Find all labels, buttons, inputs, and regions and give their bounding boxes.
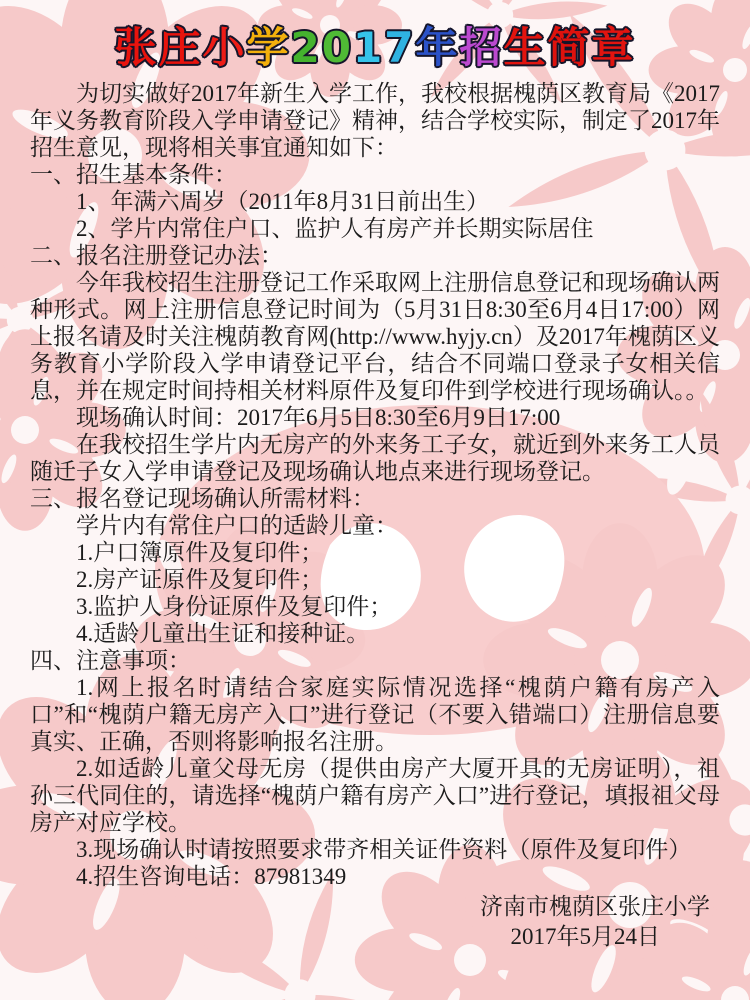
body-paragraph: 3.监护人身份证原件及复印件；	[76, 594, 393, 620]
body-paragraph: 为切实做好2017年新生入学工作，我校根据槐荫区教育局《2017年义务教育阶段入学申请登记》精神，结合学校实际，制定了2017年招生意见，现将相关事宜通知如下：	[30, 81, 720, 161]
body-paragraph: 1.网上报名时请结合家庭实际情况选择“槐荫户籍有房产入口”和“槐荫户籍无房产入口”进行登记（不要入错端口）注册信息要真实、正确，否则将影响报名注册。	[30, 675, 720, 755]
announcement-content	[0, 24, 750, 952]
title-char: 学	[246, 23, 291, 72]
title-char: 年	[415, 23, 460, 72]
body-paragraph: 在我校招生学片内无房产的外来务工子女，就近到外来务工人员随迁子女入学申请登记及现场确认地点来进行现场登记。	[30, 432, 720, 485]
body-paragraph: 2.如适龄儿童父母无房（提供由房产大厦开具的无房证明），祖孙三代同住的，请选择“槐荫户籍有房产入口”进行登记，填报祖父母房产对应学校。	[30, 756, 720, 836]
title-char: 庄	[158, 23, 203, 72]
title-char: 小	[202, 23, 247, 72]
body-paragraph: 1.户口簿原件及复印件；	[76, 540, 324, 566]
signature-block	[0, 890, 750, 952]
title-char: 简	[547, 23, 592, 72]
body-paragraph: 二、报名注册登记办法：	[30, 243, 283, 269]
body-paragraph: 现场确认时间：2017年6月5日8:30至6月9日17:00	[76, 405, 561, 431]
body-paragraph: 4.适龄儿童出生证和接种证。	[76, 621, 370, 647]
body-paragraph: 4.招生咨询电话：87981349	[76, 864, 347, 890]
title-char: 2	[290, 23, 322, 72]
title-char: 7	[384, 23, 416, 72]
announcement-body	[0, 80, 750, 890]
title-char: 1	[352, 23, 385, 72]
signature-date: 2017年5月24日	[510, 924, 660, 950]
body-paragraph: 三、报名登记现场确认所需材料：	[30, 486, 375, 512]
body-paragraph: 2.房产证原件及复印件；	[76, 567, 324, 593]
title-char: 0	[321, 23, 353, 72]
title-char: 章	[591, 23, 636, 72]
title-char: 张	[114, 23, 159, 72]
body-paragraph: 3.现场确认时请按照要求带齐相关证件资料（原件及复印件）	[76, 837, 692, 863]
title-char: 生	[503, 23, 548, 72]
body-paragraph: 1、年满六周岁（2011年8月31日前出生）	[76, 189, 490, 215]
body-paragraph: 学片内有常住户口的适龄儿童：	[76, 513, 398, 539]
signature-school: 济南市槐荫区张庄小学	[480, 894, 710, 920]
page-title	[10, 24, 740, 72]
body-paragraph: 今年我校招生注册登记工作采取网上注册信息登记和现场确认两种形式。网上注册信息登记时间为（5月31日8:30至6月4日17:00）网上报名请及时关注槐荫教育网(http://www.hyjy.cn）及2017年槐荫区义务教育小学阶段入学申请登记平台，结合不同端口登录子女相关信息，并在规定时间持相关材料原件及复印件到学校进行现场确认。。	[30, 270, 720, 404]
body-paragraph: 一、招生基本条件：	[30, 162, 237, 188]
body-paragraph: 四、注意事项：	[30, 648, 191, 674]
body-paragraph: 2、学片内常住户口、监护人有房产并长期实际居住	[76, 216, 594, 242]
title-char: 招	[459, 23, 504, 72]
